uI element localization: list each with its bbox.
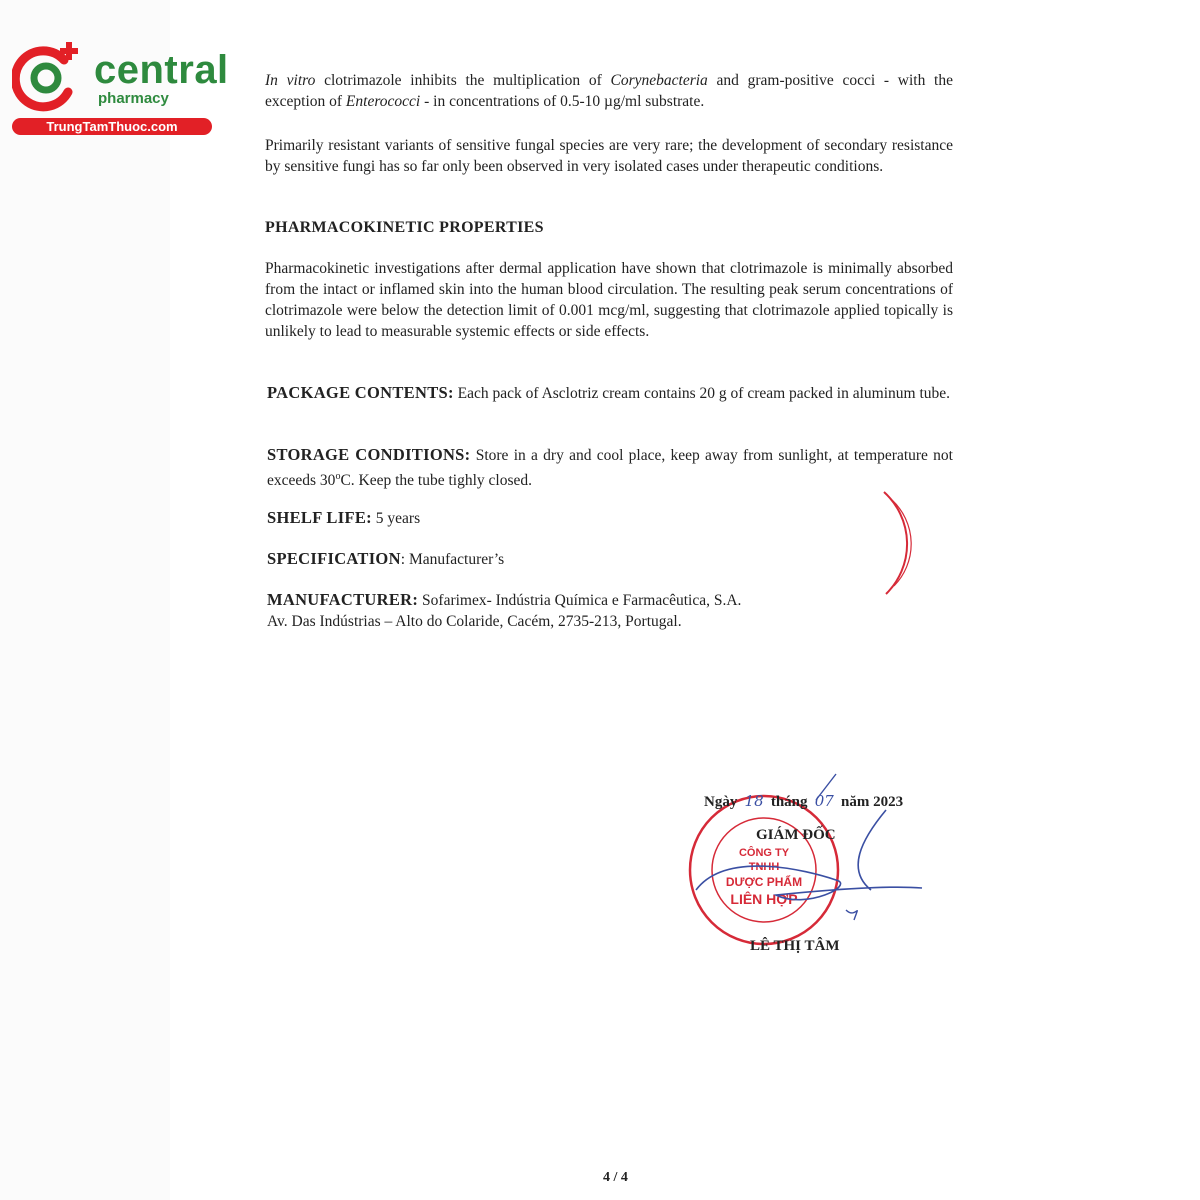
page-margin-shade xyxy=(0,0,170,1200)
svg-text:LIÊN HỢP: LIÊN HỢP xyxy=(730,891,798,907)
central-pharmacy-logo xyxy=(8,40,229,140)
brand-website: TrungTamThuoc.com xyxy=(12,118,212,135)
paragraph-resistance: Primarily resistant variants of sensitive fungal species are very rare; the development of secondary resistance by sensitive fungi has so far only been observed in very isolated cases under therapeutic conditions. xyxy=(265,137,953,175)
handwritten-signature-icon xyxy=(686,770,926,940)
shelf-life: SHELF LIFE: 5 years xyxy=(267,508,421,527)
manufacturer: MANUFACTURER: Sofarimex- Indústria Química e Farmacêutica, S.A. Av. Das Indústrias – Alto do Colaride, Cacém, 2735-213, Portugal. xyxy=(267,590,742,630)
paragraph-pharmacokinetics: Pharmacokinetic investigations after dermal application have shown that clotrimazole is minimally absorbed from the intact or inflamed skin into the human blood circulation. The resulting peak serum concentrations of clotrimazole were below the detection limit of 0.001 mcg/ml, suggesting that clotrimazole applied topically is unlikely to lead to measurable systemic effects or side effects. xyxy=(265,260,953,340)
svg-text:CÔNG TY: CÔNG TY xyxy=(738,847,790,859)
page-number: 4 / 4 xyxy=(603,1170,628,1185)
brand-name: central xyxy=(94,48,229,92)
package-contents: PACKAGE CONTENTS: Each pack of Asclotriz cream contains 20 g of cream packed in aluminum tube. xyxy=(267,383,951,402)
side-stamp-icon xyxy=(878,488,918,598)
specification: SPECIFICATION: Manufacturer’s xyxy=(267,549,505,568)
signature-date: Ngày 18 tháng 07 năm 2023 xyxy=(704,792,904,810)
signatory-title: GIÁM ĐỐC xyxy=(756,827,836,843)
brand-subtitle: pharmacy xyxy=(98,90,169,107)
svg-text:DƯỢC PHẨM: DƯỢC PHẨM xyxy=(725,875,803,889)
svg-text:TNHH: TNHH xyxy=(748,861,780,873)
pharmacy-cross-logo-icon xyxy=(12,42,82,112)
pharmacokinetic-heading: PHARMACOKINETIC PROPERTIES xyxy=(265,219,544,236)
signatory-name: LÊ THỊ TÂM xyxy=(750,938,840,954)
storage-conditions: STORAGE CONDITIONS: Store in a dry and cool place, keep away from sunlight, at temperature not exceeds 30$^o$C. Keep the tube tighly closed. xyxy=(267,445,953,490)
paragraph-in-vitro: In vitro clotrimazole inhibits the multiplication of Corynebacteria and gram-positive cocci - with the exception of Enterococci - in concentrations of 0.5-10 µg/ml substrate. xyxy=(265,72,953,110)
